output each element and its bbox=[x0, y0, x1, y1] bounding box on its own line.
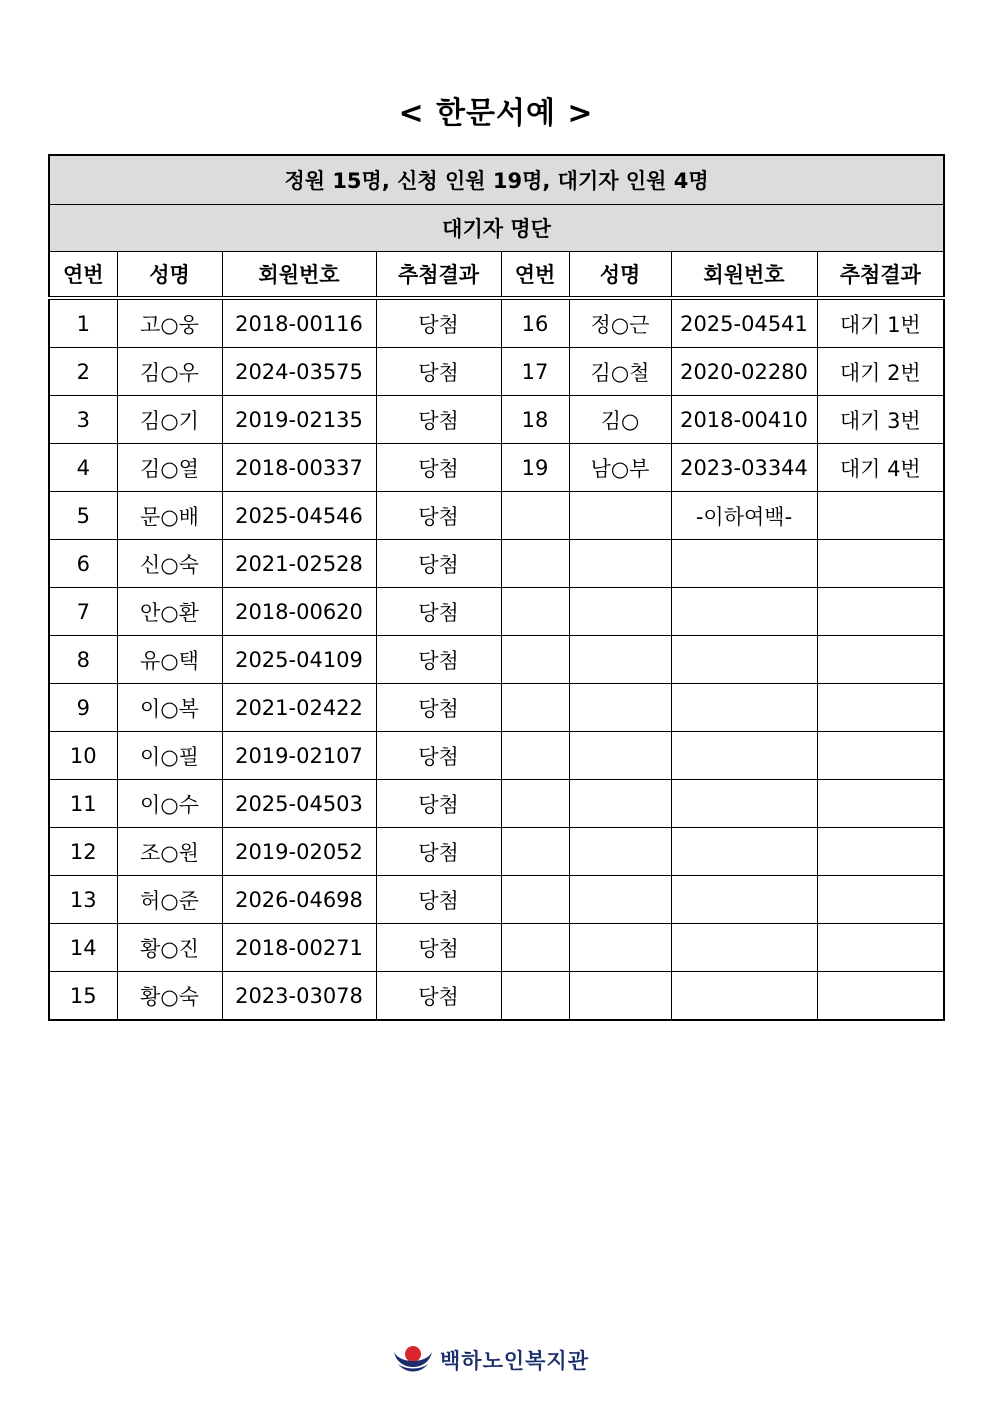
draw-result-cell bbox=[817, 924, 944, 972]
draw-result-cell: 당첨 bbox=[376, 540, 501, 588]
draw-result-cell bbox=[817, 972, 944, 1021]
table-row bbox=[49, 298, 944, 348]
draw-result-cell: 당첨 bbox=[376, 780, 501, 828]
draw-result-cell: 대기 4번 bbox=[817, 444, 944, 492]
footer-logo bbox=[392, 1342, 602, 1378]
member-id-cell: 2018-00116 bbox=[222, 298, 376, 348]
member-name-cell: 김○기 bbox=[117, 396, 222, 444]
column-header-result: 추첨결과 bbox=[376, 252, 501, 299]
welfare-center-logo-icon bbox=[392, 1344, 434, 1376]
row-number-cell bbox=[501, 828, 569, 876]
member-id-cell: 2021-02422 bbox=[222, 684, 376, 732]
member-id-cell bbox=[671, 588, 817, 636]
column-header-no: 연번 bbox=[49, 252, 117, 299]
table-row bbox=[49, 972, 944, 1021]
member-id-cell bbox=[671, 972, 817, 1021]
table-row bbox=[49, 540, 944, 588]
row-number-cell bbox=[501, 780, 569, 828]
waitlist-heading: 대기자 명단 bbox=[49, 205, 944, 252]
row-number-cell bbox=[501, 972, 569, 1021]
column-header-name: 성명 bbox=[117, 252, 222, 299]
draw-result-cell: 대기 1번 bbox=[817, 298, 944, 348]
table-row bbox=[49, 588, 944, 636]
member-id-cell: 2020-02280 bbox=[671, 348, 817, 396]
table-row bbox=[49, 636, 944, 684]
member-name-cell bbox=[569, 876, 671, 924]
draw-result-cell: 당첨 bbox=[376, 492, 501, 540]
member-name-cell: 허○준 bbox=[117, 876, 222, 924]
draw-result-cell: 당첨 bbox=[376, 298, 501, 348]
member-id-cell: 2018-00620 bbox=[222, 588, 376, 636]
draw-result-cell: 당첨 bbox=[376, 924, 501, 972]
member-name-cell: 김○열 bbox=[117, 444, 222, 492]
row-number-cell: 19 bbox=[501, 444, 569, 492]
row-number-cell: 11 bbox=[49, 780, 117, 828]
column-header-member-id: 회원번호 bbox=[671, 252, 817, 299]
column-header-member-id: 회원번호 bbox=[222, 252, 376, 299]
draw-result-cell bbox=[817, 636, 944, 684]
member-id-cell bbox=[671, 924, 817, 972]
column-header-row bbox=[49, 252, 944, 299]
member-name-cell: 김○ bbox=[569, 396, 671, 444]
draw-result-cell: 당첨 bbox=[376, 876, 501, 924]
member-id-cell: 2025-04541 bbox=[671, 298, 817, 348]
row-number-cell bbox=[501, 684, 569, 732]
row-number-cell: 7 bbox=[49, 588, 117, 636]
member-id-cell bbox=[671, 876, 817, 924]
member-name-cell: 이○수 bbox=[117, 780, 222, 828]
member-name-cell: 조○원 bbox=[117, 828, 222, 876]
row-number-cell: 14 bbox=[49, 924, 117, 972]
member-id-cell bbox=[671, 684, 817, 732]
welfare-center-logo-text: 백하노인복지관 bbox=[440, 1349, 590, 1373]
row-number-cell: 13 bbox=[49, 876, 117, 924]
row-number-cell bbox=[501, 732, 569, 780]
member-id-cell: 2018-00271 bbox=[222, 924, 376, 972]
draw-result-cell bbox=[817, 684, 944, 732]
draw-result-cell: 당첨 bbox=[376, 828, 501, 876]
draw-result-cell: 당첨 bbox=[376, 684, 501, 732]
member-id-cell bbox=[671, 540, 817, 588]
draw-result-cell bbox=[817, 876, 944, 924]
member-name-cell bbox=[569, 684, 671, 732]
draw-result-cell bbox=[817, 780, 944, 828]
member-name-cell: 문○배 bbox=[117, 492, 222, 540]
table-row bbox=[49, 828, 944, 876]
member-id-cell: 2021-02528 bbox=[222, 540, 376, 588]
member-name-cell: 신○숙 bbox=[117, 540, 222, 588]
table-row bbox=[49, 732, 944, 780]
member-name-cell: 안○환 bbox=[117, 588, 222, 636]
row-number-cell: 18 bbox=[501, 396, 569, 444]
draw-result-cell: 대기 2번 bbox=[817, 348, 944, 396]
row-number-cell: 15 bbox=[49, 972, 117, 1021]
row-number-cell: 17 bbox=[501, 348, 569, 396]
row-number-cell: 16 bbox=[501, 298, 569, 348]
table-row bbox=[49, 876, 944, 924]
member-id-cell bbox=[671, 732, 817, 780]
member-name-cell bbox=[569, 540, 671, 588]
draw-result-cell: 대기 3번 bbox=[817, 396, 944, 444]
member-id-cell: -이하여백- bbox=[671, 492, 817, 540]
row-number-cell: 8 bbox=[49, 636, 117, 684]
member-name-cell bbox=[569, 732, 671, 780]
column-header-name: 성명 bbox=[569, 252, 671, 299]
row-number-cell bbox=[501, 636, 569, 684]
member-id-cell: 2023-03344 bbox=[671, 444, 817, 492]
member-name-cell: 김○우 bbox=[117, 348, 222, 396]
member-name-cell bbox=[569, 780, 671, 828]
member-id-cell: 2025-04109 bbox=[222, 636, 376, 684]
member-name-cell: 고○웅 bbox=[117, 298, 222, 348]
member-name-cell bbox=[569, 636, 671, 684]
draw-result-cell: 당첨 bbox=[376, 348, 501, 396]
row-number-cell: 5 bbox=[49, 492, 117, 540]
draw-result-cell bbox=[817, 588, 944, 636]
column-header-no: 연번 bbox=[501, 252, 569, 299]
row-number-cell: 3 bbox=[49, 396, 117, 444]
row-number-cell bbox=[501, 492, 569, 540]
member-name-cell: 정○근 bbox=[569, 298, 671, 348]
row-number-cell: 9 bbox=[49, 684, 117, 732]
member-name-cell: 남○부 bbox=[569, 444, 671, 492]
member-name-cell: 유○택 bbox=[117, 636, 222, 684]
member-name-cell: 이○필 bbox=[117, 732, 222, 780]
table-row bbox=[49, 444, 944, 492]
member-name-cell: 김○철 bbox=[569, 348, 671, 396]
table-row bbox=[49, 684, 944, 732]
table-row bbox=[49, 780, 944, 828]
row-number-cell: 6 bbox=[49, 540, 117, 588]
member-id-cell: 2019-02052 bbox=[222, 828, 376, 876]
row-number-cell bbox=[501, 540, 569, 588]
member-id-cell: 2019-02107 bbox=[222, 732, 376, 780]
member-id-cell: 2024-03575 bbox=[222, 348, 376, 396]
member-id-cell: 2023-03078 bbox=[222, 972, 376, 1021]
table-row bbox=[49, 396, 944, 444]
member-name-cell bbox=[569, 924, 671, 972]
row-number-cell bbox=[501, 924, 569, 972]
row-number-cell bbox=[501, 876, 569, 924]
table-row bbox=[49, 924, 944, 972]
draw-result-cell bbox=[817, 540, 944, 588]
member-id-cell: 2018-00337 bbox=[222, 444, 376, 492]
member-id-cell: 2019-02135 bbox=[222, 396, 376, 444]
member-id-cell: 2018-00410 bbox=[671, 396, 817, 444]
member-id-cell bbox=[671, 636, 817, 684]
page-title: < 한문서예 > bbox=[398, 96, 594, 131]
member-name-cell bbox=[569, 588, 671, 636]
member-name-cell: 황○진 bbox=[117, 924, 222, 972]
row-number-cell: 4 bbox=[49, 444, 117, 492]
row-number-cell: 12 bbox=[49, 828, 117, 876]
draw-result-cell: 당첨 bbox=[376, 732, 501, 780]
table-row bbox=[49, 492, 944, 540]
draw-result-cell: 당첨 bbox=[376, 396, 501, 444]
member-id-cell bbox=[671, 828, 817, 876]
draw-result-cell: 당첨 bbox=[376, 636, 501, 684]
draw-result-cell bbox=[817, 828, 944, 876]
member-name-cell bbox=[569, 492, 671, 540]
draw-result-cell bbox=[817, 492, 944, 540]
table-row bbox=[49, 348, 944, 396]
draw-result-cell bbox=[817, 732, 944, 780]
draw-result-cell: 당첨 bbox=[376, 588, 501, 636]
member-name-cell bbox=[569, 972, 671, 1021]
row-number-cell: 2 bbox=[49, 348, 117, 396]
row-number-cell bbox=[501, 588, 569, 636]
column-header-result: 추첨결과 bbox=[817, 252, 944, 299]
row-number-cell: 10 bbox=[49, 732, 117, 780]
member-name-cell: 이○복 bbox=[117, 684, 222, 732]
member-id-cell: 2025-04503 bbox=[222, 780, 376, 828]
member-name-cell: 황○숙 bbox=[117, 972, 222, 1021]
member-id-cell: 2026-04698 bbox=[222, 876, 376, 924]
member-id-cell bbox=[671, 780, 817, 828]
row-number-cell: 1 bbox=[49, 298, 117, 348]
enrollment-summary: 정원 15명, 신청 인원 19명, 대기자 인원 4명 bbox=[49, 155, 944, 205]
member-name-cell bbox=[569, 828, 671, 876]
lottery-result-table bbox=[48, 154, 945, 1021]
member-id-cell: 2025-04546 bbox=[222, 492, 376, 540]
draw-result-cell: 당첨 bbox=[376, 972, 501, 1021]
draw-result-cell: 당첨 bbox=[376, 444, 501, 492]
